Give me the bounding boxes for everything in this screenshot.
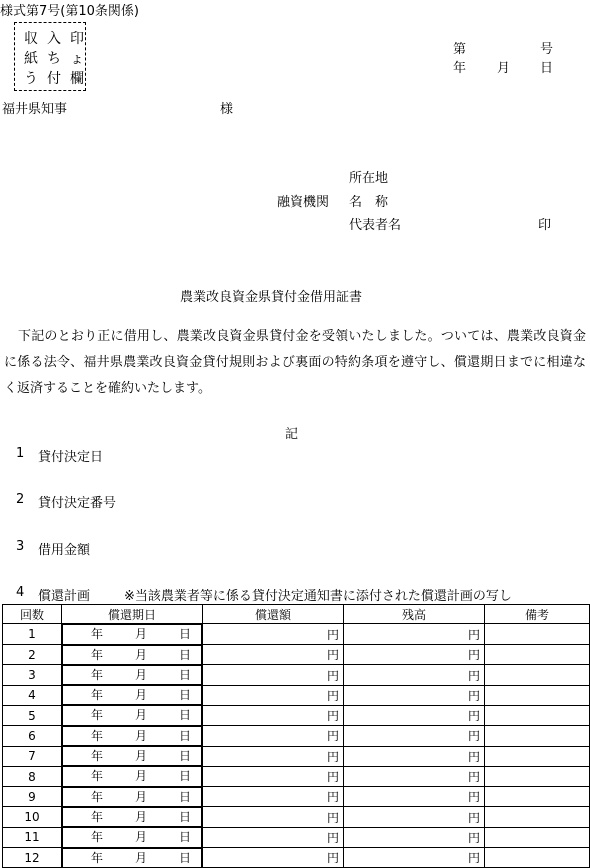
row-amount: 円 — [203, 807, 344, 827]
row-balance: 円 — [344, 746, 485, 766]
date-day: 日 — [178, 850, 191, 865]
row-number: 7 — [3, 746, 62, 766]
stamp-char: 紙 — [24, 51, 38, 67]
date-month: 月 — [134, 627, 147, 642]
row-number: 8 — [3, 766, 62, 786]
address-label: 所在地 — [349, 171, 389, 186]
item-4-no: 4 — [16, 585, 25, 600]
table-row — [3, 685, 590, 705]
date-day: 日 — [178, 647, 191, 662]
row-balance: 円 — [344, 624, 485, 645]
row-balance: 円 — [344, 827, 485, 847]
date-day: 日 — [178, 688, 191, 703]
date-year: 年 — [91, 850, 104, 865]
date-year: 年 — [91, 789, 104, 804]
row-amount: 円 — [203, 645, 344, 665]
header-amount: 償還額 — [203, 605, 344, 624]
stamp-char: 収 — [24, 31, 38, 47]
table-row — [3, 827, 590, 847]
date-day: 日 — [178, 627, 191, 642]
row-due-date — [62, 766, 202, 786]
row-remarks — [485, 787, 590, 807]
date-month: 月 — [134, 749, 147, 764]
row-number: 3 — [3, 665, 62, 685]
date-day: 日 — [178, 728, 191, 743]
table-row — [3, 766, 590, 786]
stamp-char: 欄 — [70, 71, 84, 87]
date-month: 月 — [497, 61, 511, 76]
seal-mark: 印 — [538, 218, 552, 233]
row-remarks — [485, 848, 590, 868]
row-balance: 円 — [344, 726, 485, 746]
row-amount: 円 — [203, 848, 344, 868]
repayment-table — [2, 604, 590, 868]
stamp-char: 入 — [47, 31, 61, 47]
row-balance: 円 — [344, 787, 485, 807]
row-due-date — [62, 624, 202, 644]
date-day: 日 — [178, 749, 191, 764]
table-header-row — [3, 605, 590, 624]
row-number: 6 — [3, 726, 62, 746]
row-due-date — [62, 848, 202, 868]
row-due-date — [62, 726, 202, 746]
item-2-label: 貸付決定番号 — [38, 496, 117, 511]
date-month: 月 — [134, 688, 147, 703]
date-year: 年 — [91, 688, 104, 703]
item-2-no: 2 — [16, 492, 25, 507]
row-balance: 円 — [344, 645, 485, 665]
body-text: 下記のとおり正に借用し、農業改良資金県貸付金を受領いたしました。ついては、農業改良資金に係る法令、福井県農業改良資金貸付規則および裏面の特約条項を遵守し、償還期日までに相違なく返済することを確約いたします。 — [4, 329, 586, 396]
date-month: 月 — [134, 830, 147, 845]
row-remarks — [485, 766, 590, 786]
date-month: 月 — [134, 647, 147, 662]
date-day: 日 — [178, 789, 191, 804]
date-month: 月 — [134, 809, 147, 824]
row-balance: 円 — [344, 848, 485, 868]
row-due-date — [62, 827, 202, 847]
row-due-date — [62, 746, 202, 766]
row-amount: 円 — [203, 665, 344, 685]
date-year: 年 — [91, 627, 104, 642]
stamp-char: ち — [47, 51, 61, 67]
revenue-stamp-box — [14, 22, 86, 91]
date-day: 日 — [178, 708, 191, 723]
date-year: 年 — [91, 728, 104, 743]
item-3-no: 3 — [16, 539, 25, 554]
row-number: 11 — [3, 827, 62, 847]
date-day: 日 — [178, 667, 191, 682]
date-year: 年 — [91, 830, 104, 845]
institution-label: 融資機関 — [277, 195, 330, 210]
table-row — [3, 645, 590, 665]
row-due-date — [62, 645, 202, 665]
row-balance: 円 — [344, 665, 485, 685]
row-due-date — [62, 665, 202, 685]
date-year: 年 — [91, 769, 104, 784]
header-remarks: 備考 — [485, 605, 590, 624]
stamp-char: ょ — [70, 51, 84, 67]
document-title: 農業改良資金県貸付金借用証書 — [180, 290, 363, 305]
row-amount: 円 — [203, 624, 344, 645]
stamp-char: 印 — [70, 31, 84, 47]
date-month: 月 — [134, 789, 147, 804]
row-balance: 円 — [344, 807, 485, 827]
item-4-note: ※当該農業者等に係る貸付決定通知書に添付された償還計画の写し — [124, 589, 512, 604]
date-month: 月 — [134, 728, 147, 743]
row-balance: 円 — [344, 685, 485, 705]
date-day: 日 — [178, 830, 191, 845]
table-row — [3, 746, 590, 766]
item-1-label: 貸付決定日 — [38, 450, 104, 465]
table-row — [3, 705, 590, 725]
row-remarks — [485, 624, 590, 645]
item-3-label: 借用金額 — [38, 543, 91, 558]
date-day: 日 — [178, 769, 191, 784]
row-number: 1 — [3, 624, 62, 645]
row-remarks — [485, 645, 590, 665]
date-month: 月 — [134, 667, 147, 682]
name-label: 名 称 — [349, 195, 389, 210]
row-amount: 円 — [203, 787, 344, 807]
stamp-char: 付 — [47, 71, 61, 87]
row-number: 5 — [3, 705, 62, 725]
row-number: 10 — [3, 807, 62, 827]
table-row — [3, 665, 590, 685]
row-remarks — [485, 726, 590, 746]
table-row — [3, 726, 590, 746]
date-year: 年 — [91, 809, 104, 824]
addressee-suffix: 様 — [220, 102, 234, 117]
row-amount: 円 — [203, 685, 344, 705]
row-remarks — [485, 746, 590, 766]
row-number: 4 — [3, 685, 62, 705]
row-amount: 円 — [203, 705, 344, 725]
header-due-date: 償還期日 — [62, 605, 203, 624]
row-remarks — [485, 665, 590, 685]
table-row — [3, 848, 590, 868]
row-due-date — [62, 685, 202, 705]
date-year: 年 — [91, 647, 104, 662]
table-row — [3, 787, 590, 807]
date-month: 月 — [134, 850, 147, 865]
addressee-name: 福井県知事 — [2, 102, 68, 117]
item-4-label: 償還計画 — [38, 589, 91, 604]
row-remarks — [485, 705, 590, 725]
row-amount: 円 — [203, 827, 344, 847]
row-remarks — [485, 685, 590, 705]
representative-label: 代表者名 — [349, 218, 402, 233]
row-number: 2 — [3, 645, 62, 665]
row-balance: 円 — [344, 766, 485, 786]
date-day: 日 — [540, 61, 554, 76]
form-id: 様式第7号(第10条関係) — [0, 4, 139, 19]
date-year: 年 — [91, 708, 104, 723]
row-due-date — [62, 807, 202, 827]
date-year: 年 — [453, 61, 467, 76]
row-number: 12 — [3, 848, 62, 868]
date-year: 年 — [91, 667, 104, 682]
row-number: 9 — [3, 787, 62, 807]
body-paragraph — [4, 324, 586, 402]
row-amount: 円 — [203, 766, 344, 786]
row-amount: 円 — [203, 746, 344, 766]
ki-heading: 記 — [285, 427, 299, 442]
table-row — [3, 624, 590, 645]
table-row — [3, 807, 590, 827]
number-go: 号 — [540, 42, 554, 57]
header-count: 回数 — [3, 605, 62, 624]
date-month: 月 — [134, 708, 147, 723]
date-year: 年 — [91, 749, 104, 764]
item-1-no: 1 — [16, 446, 25, 461]
row-amount: 円 — [203, 726, 344, 746]
row-due-date — [62, 787, 202, 807]
date-day: 日 — [178, 809, 191, 824]
row-remarks — [485, 827, 590, 847]
header-balance: 残高 — [344, 605, 485, 624]
row-remarks — [485, 807, 590, 827]
date-month: 月 — [134, 769, 147, 784]
row-due-date — [62, 705, 202, 725]
number-dai: 第 — [453, 42, 467, 57]
stamp-char: う — [24, 71, 38, 87]
row-balance: 円 — [344, 705, 485, 725]
